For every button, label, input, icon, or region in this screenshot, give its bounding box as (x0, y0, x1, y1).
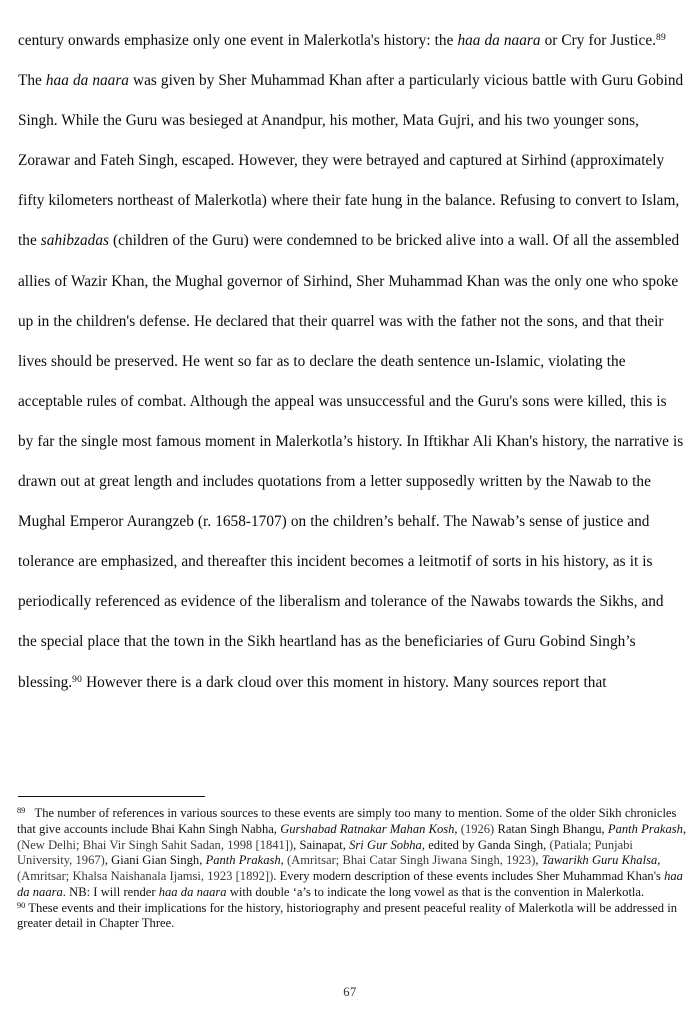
footnote-90: $^{90}$ These events and their implications for the history, historiography and present peaceful reality of Malerkotla will be addressed in greater detail in Chapter Three. (17, 900, 677, 931)
body-text-block (18, 21, 684, 703)
footnote-separator-rule (18, 796, 205, 797)
footnote-block (17, 806, 687, 932)
footnote-89: $^{89}$ The number of references in various sources to these events are simply too many to mention. Some of the older Sikh chronicles that give accounts include Bhai Kahn Singh Nabha, Gurshabad Ratnakar Mahan Kosh, (1926) Ratan Singh Bhangu, Panth Prakash, (New Delhi; Bhai Vir Singh Sahit Sadan, 1998 [1841]), Sainapat, Sri Gur Sobha, edited by Ganda Singh, (Patiala; Punjabi University, 1967), Giani Gian Singh, Panth Prakash, (Amritsar; Bhai Catar Singh Jiwana Singh, 1923), Tawarikh Guru Khalsa, (Amritsar; Khalsa Naishanala Ijamsi, 1923 [1892]). Every modern description of these events includes Sher Muhammad Khan's haa da naara. NB: I will render haa da naara with double ‘a’s to indicate the long vowel as that is the convention in Malerkotla. (17, 806, 687, 899)
body-paragraph: century onwards emphasize only one event in Malerkotla's history: the haa da naara or Cry for Justice.$^{89}$ The haa da naara was given by Sher Muhammad Khan after a particularly vicious battle with Guru Gobind Singh. While the Guru was besieged at Anandpur, his mother, Mata Gujri, and his two younger sons, Zorawar and Fateh Singh, escaped. However, they were betrayed and captured at Sirhind (approximately fifty kilometers northeast of Malerkotla) where their fate hung in the balance. Refusing to convert to Islam, the sahibzadas (children of the Guru) were condemned to be bricked alive into a wall. Of all the assembled allies of Wazir Khan, the Mughal governor of Sirhind, Sher Muhammad Khan was the only one who spoke up in the children's defense. He declared that their quarrel was with the father not the sons, and that their lives should be preserved. He went so far as to declare the death sentence un-Islamic, violating the acceptable rules of combat. Although the appeal was unsuccessful and the Guru's sons were killed, this is by far the single most famous moment in Malerkotla’s history. In Iftikhar Ali Khan's history, the narrative is drawn out at great length and includes quotations from a letter supposedly written by the Nawab to the Mughal Emperor Aurangzeb (r. 1658-1707) on the children’s behalf. The Nawab’s sense of justice and tolerance are emphasized, and thereafter this incident becomes a leitmotif of sorts in his history, as it is periodically referenced as evidence of the liberalism and tolerance of the Nawabs towards the Sikhs, and the special place that the town in the Sikh heartland has as the beneficiaries of Guru Gobind Singh’s blessing.$^{90}$ However there is a dark cloud over this moment in history. Many sources report that (18, 32, 684, 691)
page-number: 67 (343, 985, 357, 999)
